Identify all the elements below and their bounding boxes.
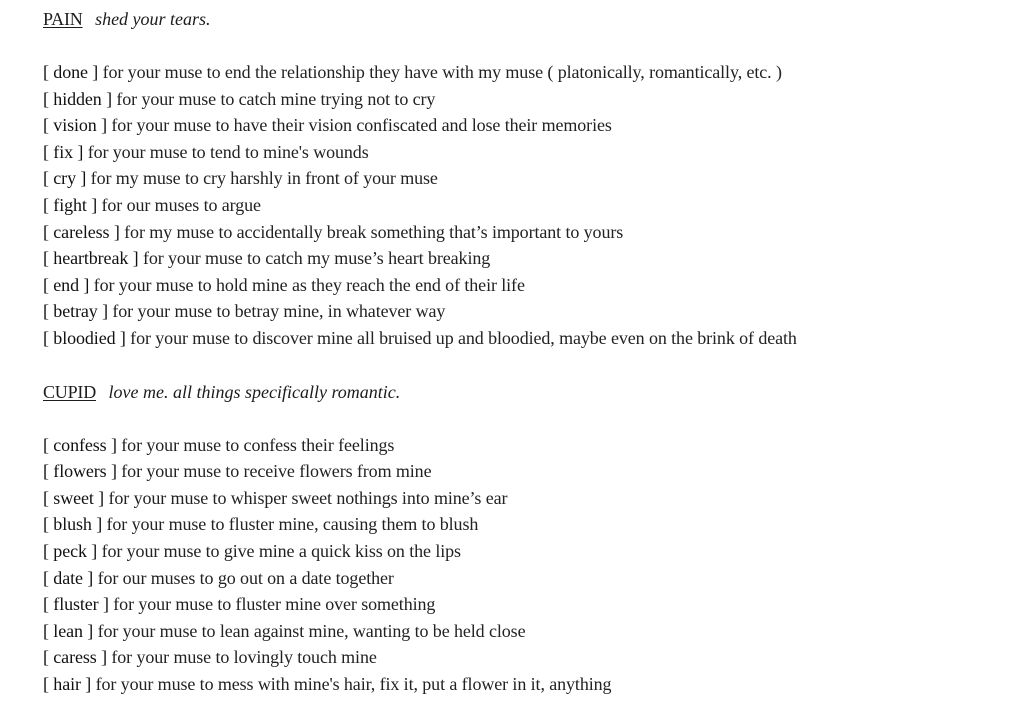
prompt-list — [43, 59, 1003, 352]
section-title: CUPID — [43, 381, 97, 402]
prompt-description: for your muse to catch my muse’s heart breaking — [138, 248, 491, 269]
prompt-item — [43, 325, 1003, 352]
prompt-keyword: [ flowers ] — [43, 461, 117, 482]
prompt-description: for your muse to tend to mine's wounds — [83, 141, 369, 162]
prompt-keyword: [ sweet ] — [43, 487, 105, 508]
prompt-item — [43, 272, 1003, 299]
prompt-keyword: [ done ] — [43, 62, 99, 82]
prompt-list — [43, 432, 1003, 698]
prompt-keyword: [ hair ] — [43, 673, 92, 694]
prompt-keyword: [ fluster ] — [43, 594, 109, 615]
prompt-description: for your muse to hold mine as they reach the end of their life — [89, 274, 525, 295]
prompt-description: for your muse to betray mine, in whatever way — [107, 301, 446, 322]
prompt-list-document — [43, 6, 1003, 697]
prompt-keyword: [ hidden ] — [43, 88, 112, 109]
spacer — [43, 352, 1003, 379]
prompt-description: for your muse to end the relationship they have with my muse ( platonically, romantically, etc. ) — [98, 62, 782, 82]
prompt-item — [43, 219, 1003, 246]
prompt-description: for your muse to give mine a quick kiss on the lips — [97, 540, 461, 561]
prompt-item — [43, 565, 1003, 592]
prompt-description: for your muse to whisper sweet nothings into mine’s ear — [104, 487, 508, 508]
prompt-keyword: [ date ] — [43, 567, 94, 588]
prompt-item — [43, 245, 1003, 272]
prompt-keyword: [ caress ] — [43, 647, 107, 668]
prompt-item — [43, 192, 1003, 219]
section-header — [43, 379, 1003, 405]
prompt-item — [43, 139, 1003, 166]
prompt-keyword: [ vision ] — [43, 115, 107, 136]
prompt-keyword: [ lean ] — [43, 620, 94, 641]
prompt-description: for your muse to catch mine trying not to cry — [111, 88, 436, 109]
prompt-item — [43, 618, 1003, 645]
prompt-keyword: [ betray ] — [43, 301, 108, 322]
prompt-item — [43, 112, 1003, 139]
section-cupid — [43, 379, 1003, 698]
prompt-description: for my muse to cry harshly in front of your muse — [86, 168, 438, 189]
prompt-item — [43, 644, 1003, 671]
prompt-description: for your muse to fluster mine, causing them to blush — [102, 514, 479, 535]
prompt-keyword: [ fix ] — [43, 141, 84, 162]
prompt-description: for your muse to mess with mine's hair, fix it, put a flower in it, anything — [91, 673, 612, 694]
prompt-keyword: [ end ] — [43, 274, 90, 295]
section-title: PAIN — [43, 9, 83, 29]
prompt-item — [43, 591, 1003, 618]
prompt-item — [43, 165, 1003, 192]
prompt-item — [43, 511, 1003, 538]
prompt-description: for my muse to accidentally break something that’s important to yours — [119, 221, 624, 242]
prompt-item — [43, 538, 1003, 565]
prompt-keyword: [ heartbreak ] — [43, 248, 139, 269]
prompt-item — [43, 671, 1003, 698]
prompt-keyword: [ blush ] — [43, 514, 103, 535]
prompt-description: for your muse to lovingly touch mine — [106, 647, 377, 668]
prompt-keyword: [ cry ] — [43, 168, 87, 189]
prompt-item — [43, 298, 1003, 325]
prompt-item — [43, 59, 1003, 86]
prompt-keyword: [ careless ] — [43, 221, 120, 242]
prompt-description: for your muse to have their vision confiscated and lose their memories — [107, 115, 612, 136]
prompt-description: for your muse to lean against mine, wanting to be held close — [93, 620, 526, 641]
prompt-description: for your muse to receive flowers from mine — [116, 461, 432, 482]
prompt-item — [43, 86, 1003, 113]
section-pain — [43, 6, 1003, 352]
spacer — [43, 32, 1003, 59]
prompt-description: for your muse to confess their feelings — [116, 434, 395, 455]
section-subtitle: love me. all things specifically romantic. — [108, 381, 401, 402]
prompt-description: for our muses to argue — [97, 194, 261, 215]
prompt-keyword: [ peck ] — [43, 540, 98, 561]
prompt-keyword: [ fight ] — [43, 194, 98, 215]
prompt-item — [43, 432, 1003, 459]
prompt-item — [43, 458, 1003, 485]
section-header — [43, 6, 1003, 32]
prompt-description: for your muse to fluster mine over something — [108, 594, 436, 615]
prompt-item — [43, 485, 1003, 512]
prompt-keyword: [ bloodied ] — [43, 327, 126, 348]
prompt-keyword: [ confess ] — [43, 434, 117, 455]
prompt-description: for our muses to go out on a date together — [93, 567, 394, 588]
prompt-description: for your muse to discover mine all bruised up and bloodied, maybe even on the brink of death — [125, 327, 797, 348]
spacer — [43, 405, 1003, 432]
section-subtitle: shed your tears. — [95, 9, 211, 29]
